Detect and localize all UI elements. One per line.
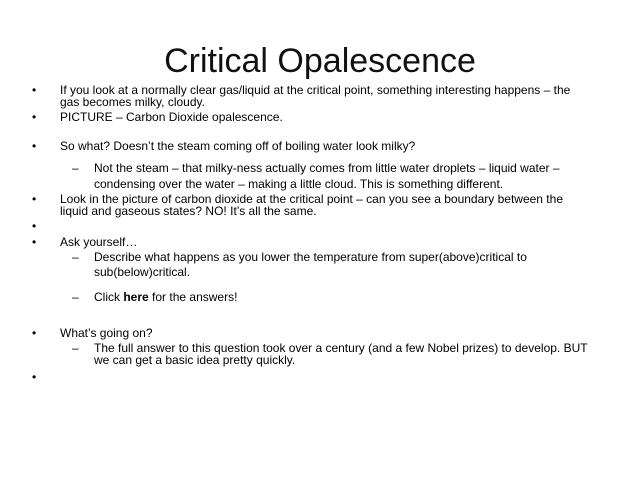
sub-bullet-marker: –	[72, 341, 79, 355]
bullet-text-line: What’s going on?	[60, 326, 153, 340]
answers-link[interactable]: here	[123, 290, 149, 304]
bullet-marker: •	[32, 370, 37, 384]
bullet-marker: •	[32, 192, 37, 206]
sub-bullet-marker: –	[72, 161, 79, 175]
sub-bullet-text-line: condensing over the water – making a little cloud. This is something different.	[94, 177, 504, 191]
sub-bullet-text-line: Not the steam – that milky-ness actually comes from little water droplets – liquid water –	[94, 161, 560, 175]
bullet-marker: •	[32, 139, 37, 153]
sub-bullet-text-line: Describe what happens as you lower the temperature from super(above)critical to	[94, 250, 527, 264]
bullet-marker: •	[32, 219, 37, 233]
bullet-text-line: Ask yourself…	[60, 235, 138, 249]
click-text: Click	[94, 290, 124, 304]
bullet-text-line: liquid and gaseous states? NO! It’s all the same.	[60, 204, 317, 218]
bullet-marker: •	[32, 326, 37, 340]
sub-bullet-marker: –	[72, 250, 79, 264]
bullet-text-line: gas becomes milky, cloudy.	[60, 95, 205, 109]
bullet-text-line: If you look at a normally clear gas/liquid at the critical point, something interesting happens – the	[60, 83, 571, 97]
answers-text: for the answers!	[148, 290, 238, 304]
bullet-marker: •	[32, 235, 37, 249]
sub-bullet-text-line	[94, 291, 237, 304]
slide-title: Critical Opalescence	[164, 42, 476, 80]
bullet-text-line: PICTURE – Carbon Dioxide opalescence.	[60, 110, 283, 124]
bullet-marker: •	[32, 83, 37, 97]
bullet-text-line: Look in the picture of carbon dioxide at the critical point – can you see a boundary between the	[60, 192, 563, 206]
sub-bullet-marker: –	[72, 290, 79, 304]
sub-bullet-text-line: The full answer to this question took over a century (and a few Nobel prizes) to develop. BUT	[94, 341, 588, 355]
sub-bullet-text-line: sub(below)critical.	[94, 265, 191, 279]
bullet-text-line: So what? Doesn’t the steam coming off of boiling water look milky?	[60, 139, 416, 153]
bullet-marker: •	[32, 110, 37, 124]
sub-bullet-text-line: we can get a basic idea pretty quickly.	[94, 353, 296, 367]
